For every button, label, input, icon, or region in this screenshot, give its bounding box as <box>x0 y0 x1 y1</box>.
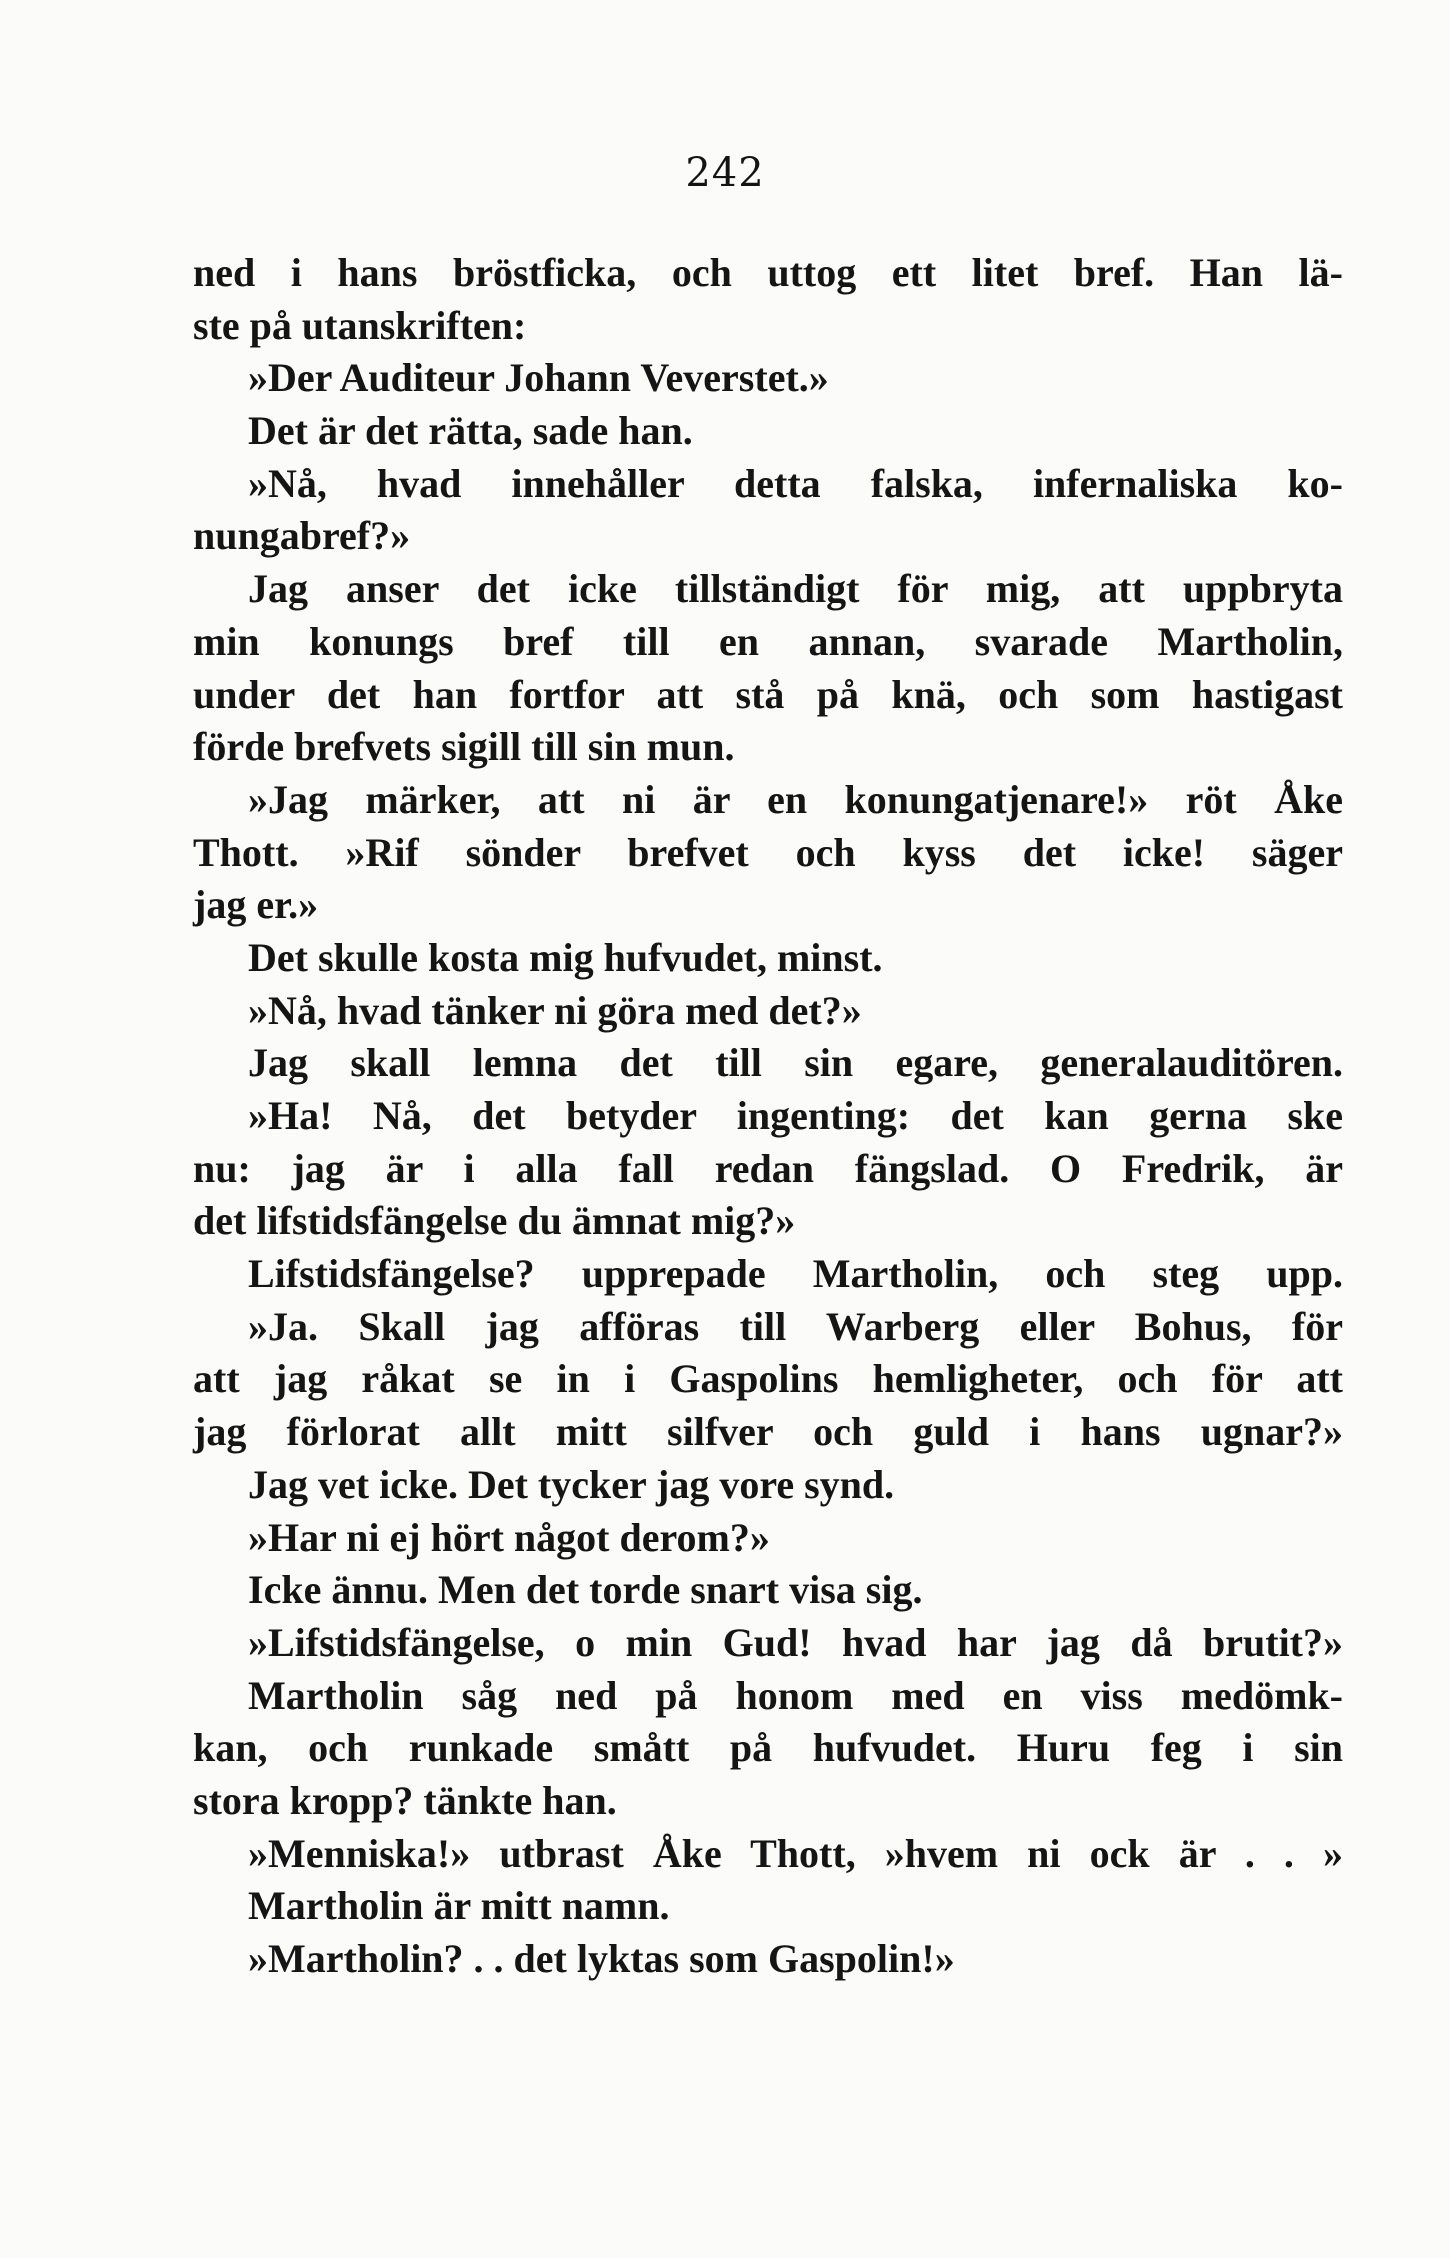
text-line: »Nå, hvad innehåller detta falska, infernaliska ko- <box>248 460 1343 506</box>
text-line: »Martholin? . . det lyktas som Gaspolin!» <box>248 1936 955 1981</box>
text-line: Det är det rätta, sade han. <box>248 408 693 454</box>
text-line: jag förlorat allt mitt silfver och guld i hans ugnar?» <box>193 1409 1343 1455</box>
text-line: Jag anser det icke tillständigt för mig, att uppbryta <box>248 566 1343 612</box>
text-line: »Nå, hvad tänker ni göra med det?» <box>248 987 862 1033</box>
text-line: Lifstidsfängelse? upprepade Martholin, och steg upp. <box>248 1251 1343 1297</box>
text-line: »Menniska!» utbrast Åke Thott, »hvem ni ock är . . » <box>248 1830 1343 1876</box>
text-line: att jag råkat se in i Gaspolins hemligheter, och för att <box>193 1356 1343 1402</box>
text-line: Jag skall lemna det till sin egare, generalauditören. <box>248 1040 1343 1086</box>
body-text <box>193 247 1343 1986</box>
text-line: »Ja. Skall jag afföras till Warberg eller Bohus, för <box>248 1303 1343 1349</box>
text-line: Martholin är mitt namn. <box>248 1883 670 1929</box>
text-line: »Jag märker, att ni är en konungatjenare!» röt Åke <box>248 776 1343 822</box>
text-line: »Der Auditeur Johann Veverstet.» <box>248 355 829 401</box>
text-line: jag er.» <box>193 882 319 928</box>
text-line: stora kropp? tänkte han. <box>193 1777 617 1823</box>
text-line: »Ha! Nå, det betyder ingenting: det kan gerna ske <box>248 1093 1343 1138</box>
text-line: ste på utanskriften: <box>193 302 527 348</box>
text-line: »Lifstidsfängelse, o min Gud! hvad har jag då brutit?» <box>248 1619 1343 1665</box>
text-line: Martholin såg ned på honom med en viss medömk- <box>248 1672 1343 1718</box>
text-line: min konungs bref till en annan, svarade Martholin, <box>193 618 1343 664</box>
text-line: under det han fortfor att stå på knä, och som hastigast <box>193 671 1343 717</box>
text-line: Thott. »Rif sönder brefvet och kyss det icke! säger <box>193 829 1343 875</box>
text-line: nungabref?» <box>193 513 411 559</box>
text-line: Jag vet icke. Det tycker jag vore synd. <box>248 1461 895 1507</box>
text-line: kan, och runkade smått på hufvudet. Huru feg i sin <box>193 1725 1343 1771</box>
text-line: ned i hans bröstficka, och uttog ett litet bref. Han lä- <box>193 250 1343 295</box>
page-number: 242 <box>685 150 765 196</box>
text-line: »Har ni ej hört något derom?» <box>248 1514 770 1560</box>
text-line: Det skulle kosta mig hufvudet, minst. <box>248 934 883 980</box>
text-line: det lifstidsfängelse du ämnat mig?» <box>193 1198 796 1244</box>
text-line: nu: jag är i alla fall redan fängslad. O Fredrik, är <box>193 1145 1343 1191</box>
text-line: Icke ännu. Men det torde snart visa sig. <box>248 1567 923 1613</box>
text-line: förde brefvets sigill till sin mun. <box>193 724 735 770</box>
